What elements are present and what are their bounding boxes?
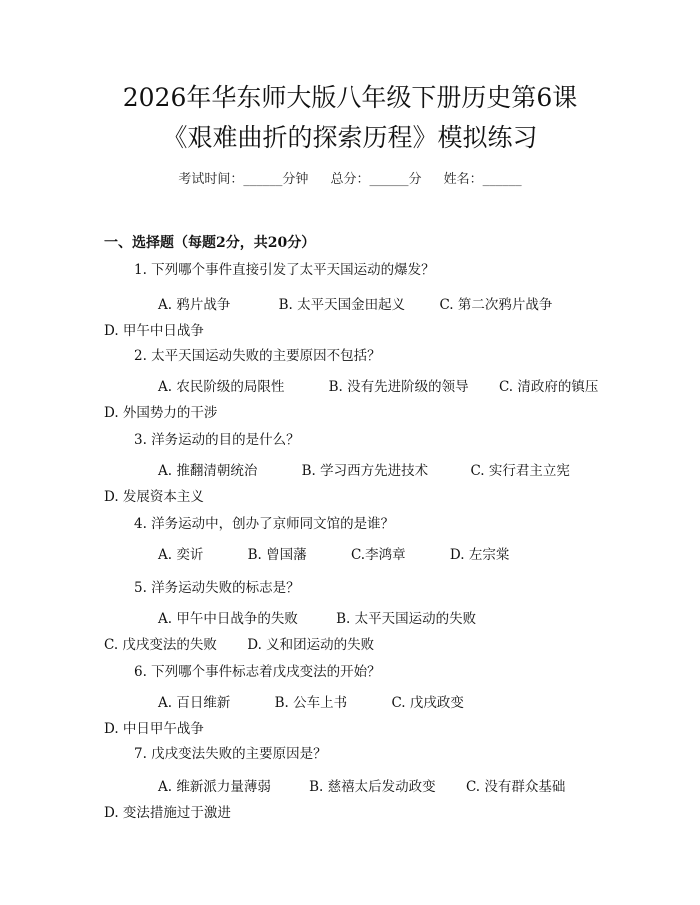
- option: B. 没有先进阶级的领导: [328, 379, 469, 395]
- option: A. 奕䜣: [158, 547, 204, 563]
- option: C. 戊戌政变: [391, 695, 464, 711]
- option: C.李鸿章: [350, 547, 406, 563]
- section-heading: 一、选择题（每题2分，共20分）: [104, 235, 316, 251]
- exam-meta: [0, 168, 700, 187]
- option: C. 实行君主立宪: [470, 463, 570, 479]
- option: A. 推翻清朝统治: [158, 463, 258, 479]
- question-options: [104, 458, 604, 510]
- option: C. 戊戌变法的失败: [104, 637, 217, 653]
- question-stem: 1. 下列哪个事件直接引发了太平天国运动的爆发？: [134, 262, 435, 278]
- option: B. 学习西方先进技术: [301, 463, 429, 479]
- option: A. 百日维新: [158, 695, 231, 711]
- question-options: [104, 374, 604, 426]
- option: B. 慈禧太后发动政变: [309, 779, 436, 795]
- question-stem: 5. 洋务运动失败的标志是？: [134, 580, 300, 596]
- option: D. 甲午中日战争: [104, 323, 204, 339]
- option: A. 鸦片战争: [158, 297, 231, 313]
- total-score-field: 总分：______分: [330, 172, 422, 187]
- option: C. 第二次鸦片战争: [439, 297, 553, 313]
- option: D. 变法措施过于激进: [104, 805, 231, 821]
- option: B. 公车上书: [274, 695, 348, 711]
- option: B. 曾国藩: [247, 547, 307, 563]
- option: D. 外国势力的干涉: [104, 405, 218, 421]
- option: C. 清政府的镇压: [498, 379, 599, 395]
- question-stem: 3. 洋务运动的目的是什么？: [134, 432, 300, 448]
- option: A. 农民阶级的局限性: [158, 379, 285, 395]
- option: B. 太平天国金田起义: [278, 297, 406, 313]
- student-name-field: 姓名：______: [443, 172, 522, 187]
- option: A. 维新派力量薄弱: [158, 779, 271, 795]
- question-options: [104, 690, 604, 742]
- option: C. 没有群众基础: [465, 779, 566, 795]
- option: D. 中日甲午战争: [104, 721, 204, 737]
- option: A. 甲午中日战争的失败: [158, 611, 298, 627]
- question-options: [104, 292, 604, 344]
- option: D. 左宗棠: [449, 547, 510, 563]
- question-stem: 7. 戊戌变法失败的主要原因是？: [134, 746, 327, 762]
- question-stem: 6. 下列哪个事件标志着戊戌变法的开始？: [134, 664, 381, 680]
- exam-time-field: 考试时间：______分钟: [178, 172, 309, 187]
- option: B. 太平天国运动的失败: [336, 611, 477, 627]
- question-options: [104, 606, 604, 658]
- question-options: [104, 774, 604, 826]
- page-subtitle: 《艰难曲折的探索历程》模拟练习: [162, 123, 538, 152]
- option: D. 义和团运动的失败: [247, 637, 375, 653]
- page-title: 2026年华东师大版八年级下册历史第6课: [122, 83, 578, 112]
- question-options: [104, 542, 604, 568]
- question-stem: 4. 洋务运动中，创办了京师同文馆的是谁？: [134, 516, 395, 532]
- option: D. 发展资本主义: [104, 489, 204, 505]
- question-stem: 2. 太平天国运动失败的主要原因不包括？: [134, 348, 381, 364]
